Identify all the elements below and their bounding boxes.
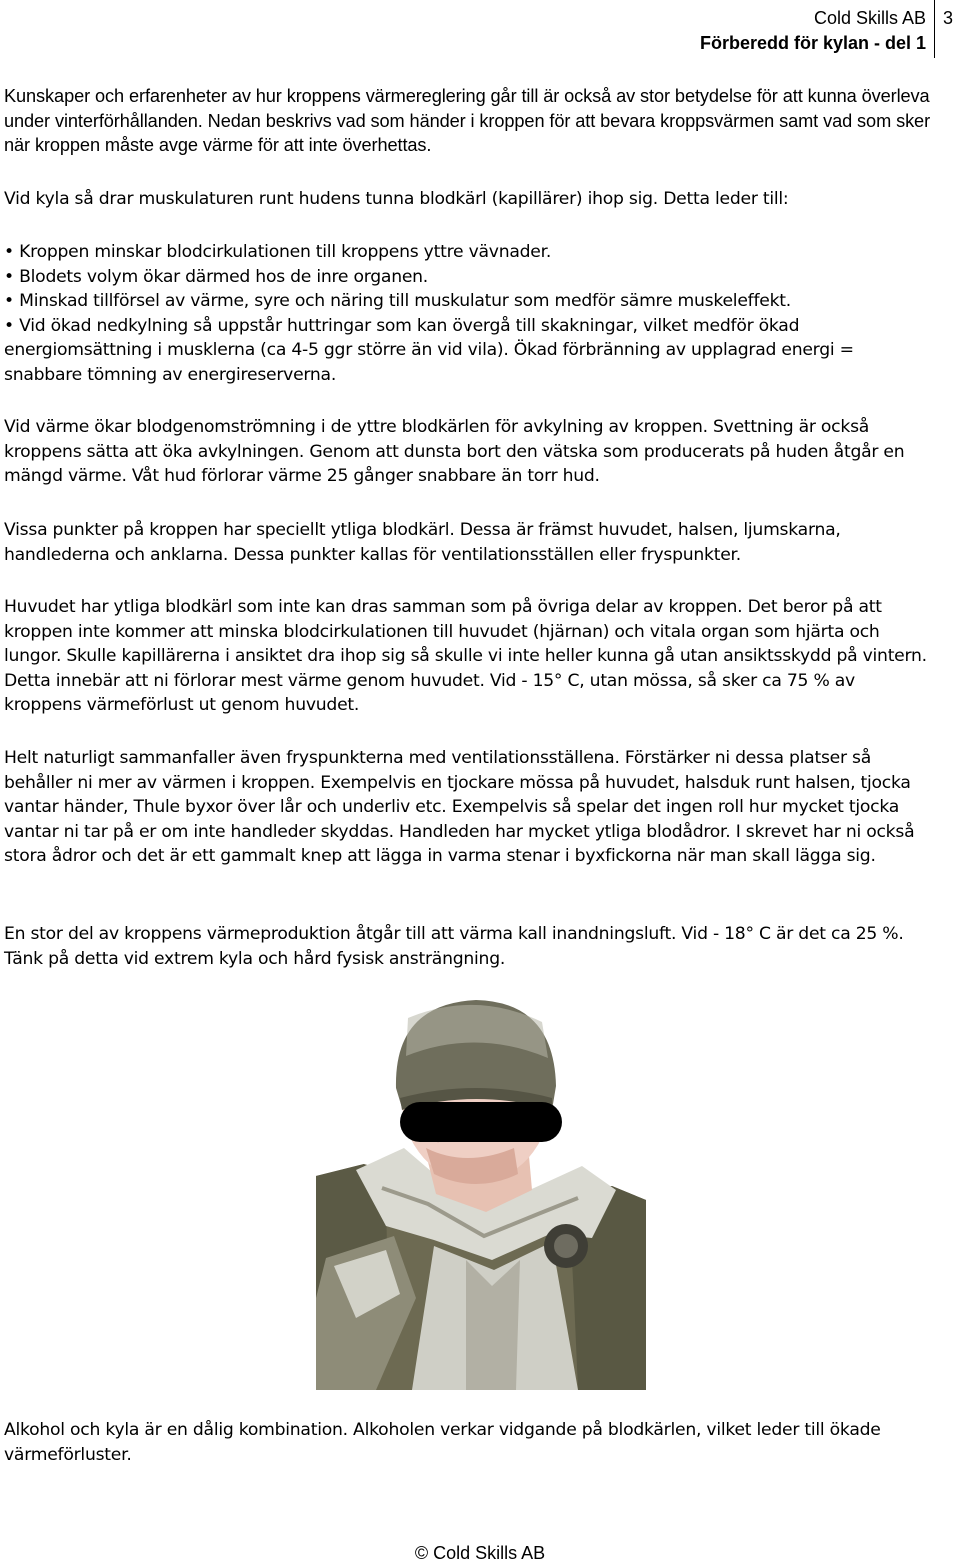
- paragraph-ventilation: Helt naturligt sammanfaller även fryspunkterna med ventilationsställena. Förstärker ni dessa platser så behåller ni mer av värmen i kroppen. Exempelvis en tjockare mössa på huvudet, halsduk runt halsen, tjocka vantar händer, Thule byxor över lår och underliv etc. Exempelvis så spelar det ingen roll hur mycket tjocka vantar ni tar på er om inte handleder skyddas. Handleden har mycket ytliga blodådror. I skrevet har ni också stora ådror och det är ett gammalt knep att lägga in varma stenar i byxfickorna när man skall lägga sig.: [4, 748, 915, 867]
- header-title: Förberedd för kylan - del 1: [699, 33, 926, 53]
- bullet-list: [4, 240, 936, 388]
- page-header: [0, 0, 960, 60]
- page-number: 3: [943, 8, 954, 28]
- list-item: • Minskad tillförsel av värme, syre och näring till muskulatur som medför sämre muskeleffekt.: [4, 289, 936, 314]
- paragraph-head: Huvudet har ytliga blodkärl som inte kan dras samman som på övriga delar av kroppen. Det beror på att kroppen inte kommer att minska blodcirkulationen till huvudet (hjärnan) och vitala organ som hjärta och lungor. Skulle kapillärerna i ansiktet dra ihop sig så skulle vi inte heller kunna gå utan ansiktsskydd på vintern. Detta innebär att ni förlorar mest värme genom huvudet. Vid - 15° C, utan mössa, så sker ca 75 % av kroppens värmeförlust ut genom huvudet.: [4, 597, 927, 716]
- header-divider: [934, 0, 935, 58]
- list-item: • Blodets volym ökar därmed hos de inre organen.: [4, 265, 936, 290]
- footer-copyright: © Cold Skills AB: [414, 1543, 546, 1563]
- paragraph-heat: Vid värme ökar blodgenomströmning i de yttre blodkärlen för avkylning av kroppen. Svettning är också kroppens sätta att öka avkylningen. Genom att dunsta bort den vätska som producerats på huden åtgår en mängd värme. Våt hud förlorar värme 25 gånger snabbare än torr hud.: [4, 417, 905, 487]
- paragraph-cold-reaction: Vid kyla så drar muskulaturen runt hudens tunna blodkärl (kapillärer) ihop sig. Detta leder till:: [4, 189, 789, 209]
- paragraph-intro: Kunskaper och erfarenheter av hur kroppens värmereglering går till är också av stor betydelse för att kunna överleva under vinterförhållanden. Nedan beskrivs vad som händer i kroppen för att bevara kroppsvärmen samt vad som sker när kroppen måste avge värme för att inte överhettas.: [4, 86, 931, 156]
- header-text: [700, 6, 926, 56]
- header-company: Cold Skills AB: [813, 8, 926, 28]
- photo-frosty-person: [316, 998, 646, 1390]
- list-item: • Kroppen minskar blodcirkulationen till kroppens yttre vävnader.: [4, 240, 936, 265]
- paragraph-alcohol: Alkohol och kyla är en dålig kombination. Alkoholen verkar vidgande på blodkärlen, vilket leder till ökade värmeförluster.: [4, 1420, 881, 1465]
- paragraph-breathing: En stor del av kroppens värmeproduktion åtgår till att värma kall inandningsluft. Vid - 18° C är det ca 25 %. Tänk på detta vid extrem kyla och hård fysisk ansträngning.: [4, 924, 904, 969]
- list-item: • Vid ökad nedkylning så uppstår huttringar som kan övergå till skakningar, vilket medför ökad energiomsättning i musklerna (ca 4-5 ggr större än vid vila). Ökad förbränning av upplagrad energi = snabbare tömning av energireserverna.: [4, 314, 936, 388]
- paragraph-freeze-points: Vissa punkter på kroppen har speciellt ytliga blodkärl. Dessa är främst huvudet, halsen, ljumskarna, handlederna och anklarna. Dessa punkter kallas för ventilationsställen eller fryspunkter.: [4, 520, 841, 565]
